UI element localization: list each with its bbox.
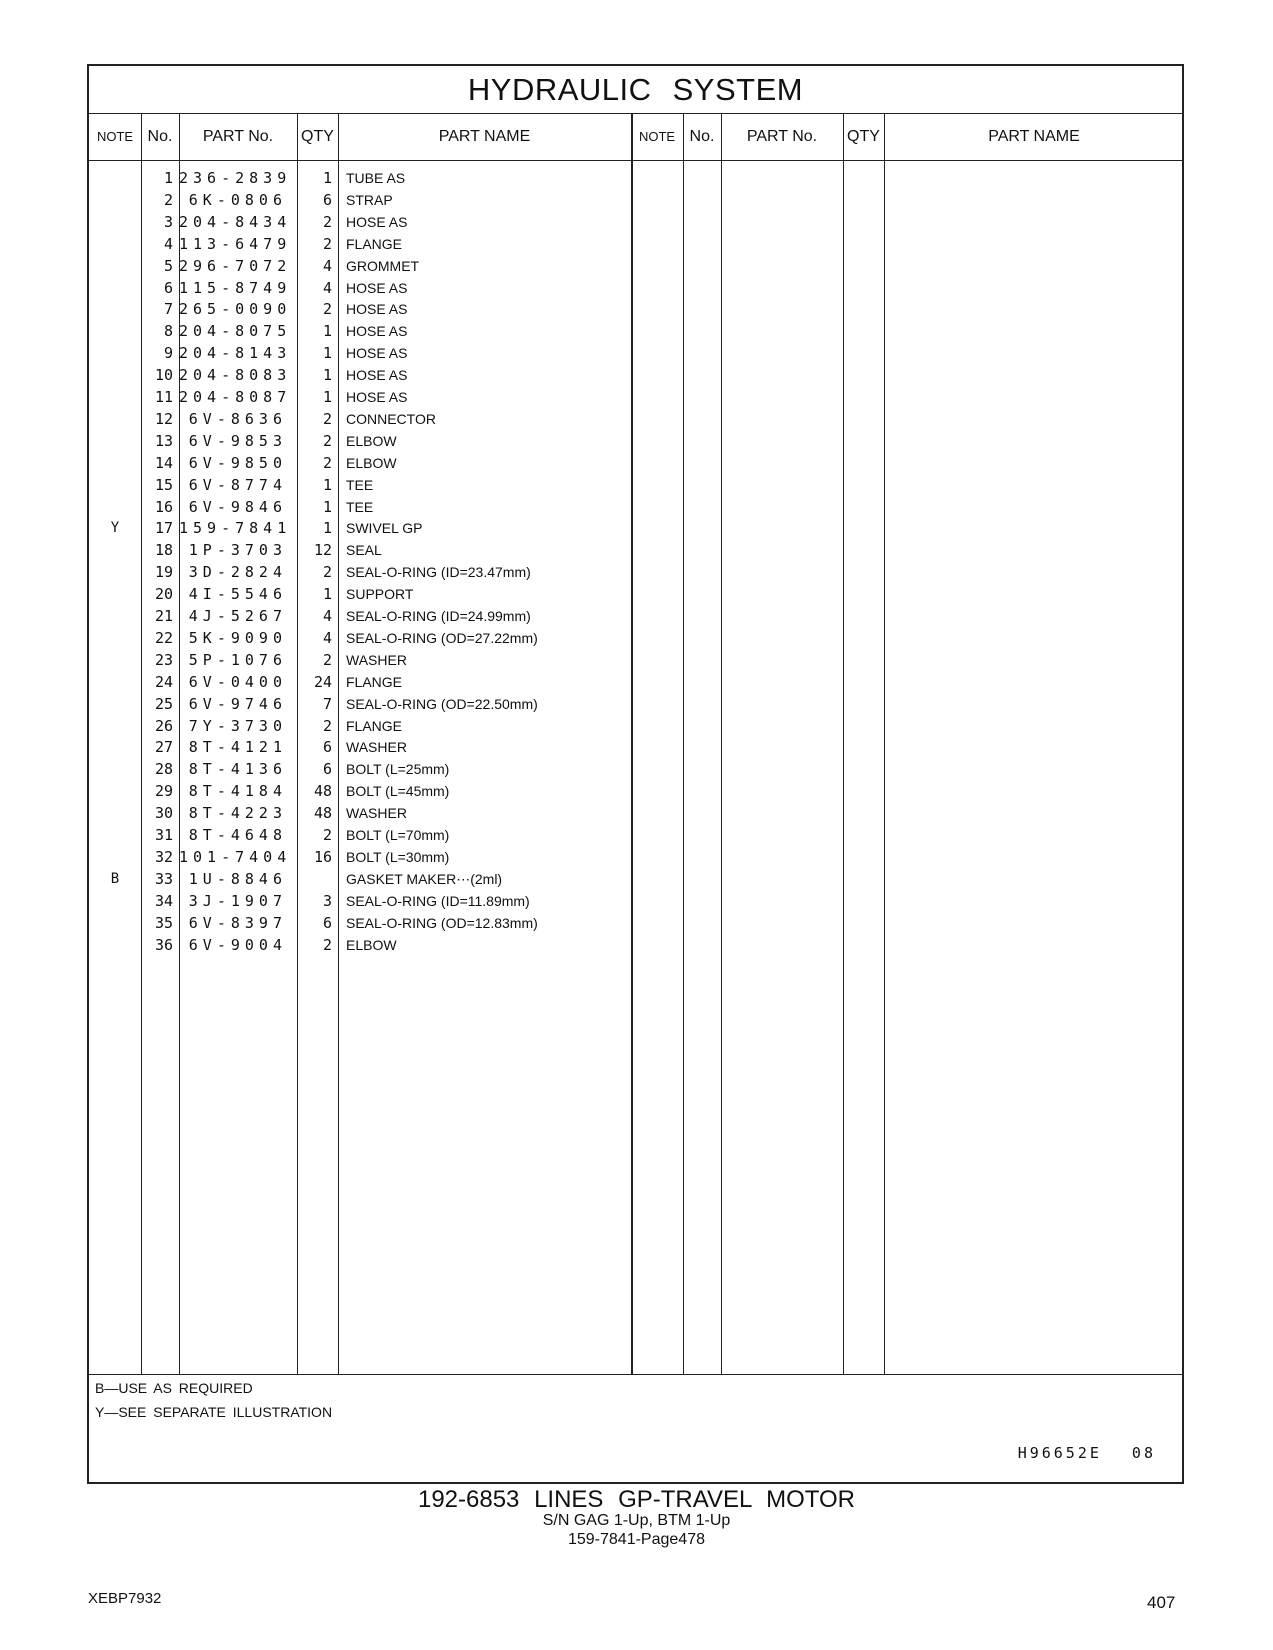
header-no-left: No. [147,128,173,145]
row-part-no: 8T-4121 [188,738,287,757]
row-qty: 1 [322,475,332,494]
row-note [89,715,141,738]
row-name: ELBOW [346,454,397,471]
row-name: SEAL [346,542,382,559]
row-part-no: 204-8075 [179,322,292,341]
row-name: SUPPORT [346,586,414,603]
row-part-no: 8T-4136 [188,760,287,779]
row-qty: 48 [313,782,332,801]
row-no: 27 [154,738,173,757]
row-note [89,890,141,913]
row-name: SEAL-O-RING (ID=11.89mm) [346,892,530,909]
header-qty-left: QTY [301,128,334,145]
row-qty: 1 [322,388,332,406]
row-no: 18 [154,541,173,560]
row-note [89,605,141,628]
group-title: 192-6853 LINES GP-TRAVEL MOTOR [417,1486,856,1513]
row-qty [297,868,332,891]
row-no: 2 [163,190,173,209]
illustration-code: H96652E 08 [1017,1444,1156,1462]
row-note [89,211,141,234]
row-name: SWIVEL GP [346,520,423,537]
row-part-no: 204-8087 [179,388,292,406]
row-qty: 24 [313,672,332,691]
row-name: GASKET MAKER⋯(2ml) [346,870,503,887]
row-no: 33 [154,869,173,888]
row-no: 36 [154,935,173,954]
row-name: ELBOW [346,432,397,449]
row-part-no: 101-7404 [179,847,292,866]
row-qty: 1 [322,585,332,604]
row-qty: 1 [322,322,332,341]
row-name: HOSE AS [346,301,408,318]
column-divider [683,113,684,1374]
row-no: 1 [163,169,173,187]
section-title: HYDRAULIC SYSTEM [467,72,804,107]
row-note [89,736,141,759]
row-no: 23 [154,650,173,669]
row-qty: 1 [322,366,332,385]
row-no: 7 [163,300,173,319]
row-note [89,496,141,519]
row-part-no: 6V-0400 [188,672,287,691]
row-part-no: 6V-8774 [188,475,287,494]
row-note [89,693,141,716]
header-note-left: NOTE [96,129,134,144]
row-name: SEAL-O-RING (OD=22.50mm) [346,695,538,712]
row-no: 32 [154,847,173,866]
row-name: ELBOW [346,936,397,953]
row-no: 11 [154,388,173,406]
row-part-no: 6V-8636 [188,409,287,428]
row-part-no: 6K-0806 [188,190,287,209]
row-part-no: 204-8083 [179,366,292,385]
row-qty: 3 [322,891,332,910]
row-part-no: 6V-9846 [188,497,287,516]
row-part-no: 236-2839 [179,169,292,187]
row-name: SEAL-O-RING (ID=24.99mm) [346,608,531,624]
row-part-no: 115-8749 [179,278,292,297]
row-part-no: 3D-2824 [188,563,287,582]
row-note [89,430,141,453]
row-part-no: 5K-9090 [188,628,287,647]
row-part-no: 1U-8846 [188,869,287,888]
row-name: GROMMET [346,257,420,274]
row-note [89,912,141,935]
row-qty: 1 [322,344,332,363]
row-note [89,320,141,343]
row-note [89,824,141,847]
row-name: HOSE AS [346,389,408,405]
row-qty: 2 [322,935,332,954]
row-qty: 7 [322,694,332,713]
row-qty: 6 [322,738,332,757]
row-part-no: 8T-4223 [188,804,287,823]
row-part-no: 159-7841 [179,519,292,538]
row-note [89,298,141,321]
row-qty: 16 [313,847,332,866]
header-qty-right: QTY [847,128,880,145]
row-qty: 6 [322,913,332,932]
row-note [89,474,141,497]
row-note [89,386,141,409]
header-part-name-right: PART NAME [988,128,1080,145]
row-note [89,539,141,562]
row-qty: 1 [322,519,332,538]
row-name: WASHER [346,651,407,668]
row-part-no: 5P-1076 [188,650,287,669]
row-part-no: 1P-3703 [188,541,287,560]
header-note-right: NOTE [638,129,676,144]
row-name: WASHER [346,739,407,756]
row-no: 34 [154,891,173,910]
row-part-no: 8T-4648 [188,826,287,844]
row-no: 14 [154,453,173,472]
column-divider [843,113,844,1374]
row-no: 13 [154,431,173,450]
page-number: 407 [1147,1593,1176,1612]
row-no: 20 [154,585,173,604]
row-name: HOSE AS [346,279,408,296]
header-part-no-right: PART No. [746,128,818,145]
row-name: BOLT (L=30mm) [346,848,450,865]
row-qty: 2 [322,453,332,472]
row-qty: 2 [322,212,332,231]
row-qty: 2 [322,300,332,319]
row-no: 12 [154,409,173,428]
row-no: 31 [154,826,173,844]
row-note [89,780,141,803]
row-part-no: 296-7072 [179,256,292,275]
row-no: 5 [163,256,173,275]
footnote-b: B—USE AS REQUIRED [95,1380,253,1396]
row-name: BOLT (L=45mm) [346,783,450,800]
row-no: 16 [154,497,173,516]
footnote-y: Y—SEE SEPARATE ILLUSTRATION [95,1404,333,1420]
header-part-name-left: PART NAME [438,128,531,145]
row-note [89,671,141,694]
row-qty: 48 [313,804,332,823]
row-note [89,233,141,256]
row-qty: 2 [322,431,332,450]
row-qty: 1 [322,497,332,516]
row-note [89,167,141,190]
row-qty: 6 [322,760,332,779]
row-part-no: 3J-1907 [188,891,287,910]
row-name: FLANGE [346,717,403,734]
row-qty: 2 [322,234,332,253]
row-part-no: 6V-9850 [188,453,287,472]
row-note [89,583,141,606]
row-name: TEE [346,476,374,493]
footnote-divider [89,1374,1182,1375]
page-reference: 159-7841-Page478 [567,1531,705,1548]
row-part-no: 265-0090 [179,300,292,319]
row-part-no: 4J-5267 [188,607,287,625]
row-no: 28 [154,760,173,779]
row-no: 9 [163,344,173,363]
row-note [89,452,141,475]
row-note [89,758,141,781]
row-no: 30 [154,804,173,823]
row-qty: 2 [322,409,332,428]
row-qty: 2 [322,650,332,669]
row-name: BOLT (L=25mm) [346,761,450,778]
row-no: 4 [163,234,173,253]
header-divider [89,160,1182,161]
row-no: 3 [163,212,173,231]
row-no: 25 [154,694,173,713]
row-name: SEAL-O-RING (OD=27.22mm) [346,629,538,646]
row-qty: 6 [322,190,332,209]
row-note [89,255,141,278]
row-qty: 4 [322,256,332,275]
column-divider [721,113,722,1374]
row-name: CONNECTOR [346,410,436,427]
row-no: 17 [154,519,173,538]
column-divider [338,113,339,1374]
row-name: TUBE AS [346,170,406,186]
row-part-no: 8T-4184 [188,782,287,801]
row-name: HOSE AS [346,367,408,384]
row-no: 6 [163,278,173,297]
row-qty: 1 [322,169,332,187]
row-no: 21 [154,607,173,625]
row-qty: 4 [322,607,332,625]
header-part-no-left: PART No. [202,128,274,145]
row-no: 26 [154,716,173,735]
row-part-no: 6V-9746 [188,694,287,713]
row-note [89,364,141,387]
row-note [89,408,141,431]
row-qty: 4 [322,278,332,297]
row-name: SEAL-O-RING (ID=23.47mm) [346,564,531,581]
row-part-no: 6V-9004 [188,935,287,954]
column-divider [631,113,633,1374]
row-no: 29 [154,782,173,801]
row-note [89,277,141,300]
row-name: BOLT (L=70mm) [346,827,450,843]
row-part-no: 6V-9853 [188,431,287,450]
row-no: 24 [154,672,173,691]
row-name: FLANGE [346,673,403,690]
row-qty: 2 [322,563,332,582]
row-note [89,649,141,672]
row-note [89,846,141,869]
row-note [89,627,141,650]
row-name: FLANGE [346,235,403,252]
row-no: 10 [154,366,173,385]
row-part-no: 204-8434 [179,212,292,231]
row-name: STRAP [346,191,393,208]
row-note [89,342,141,365]
row-no: 19 [154,563,173,582]
row-qty: 2 [322,826,332,844]
row-name: WASHER [346,805,407,822]
row-no: 22 [154,628,173,647]
row-qty: 12 [313,541,332,560]
row-no: 35 [154,913,173,932]
row-part-no: 7Y-3730 [188,716,287,735]
row-name: SEAL-O-RING (OD=12.83mm) [346,914,538,931]
row-no: 8 [163,322,173,341]
row-part-no: 204-8143 [179,344,292,363]
row-name: TEE [346,498,374,515]
row-note: B [110,870,120,887]
row-note [89,934,141,957]
document-number: XEBP7932 [88,1590,162,1607]
row-name: HOSE AS [346,345,408,362]
row-qty: 4 [322,628,332,647]
row-no: 15 [154,475,173,494]
row-part-no: 6V-8397 [188,913,287,932]
row-note [89,189,141,212]
row-note: Y [110,520,120,537]
row-name: HOSE AS [346,213,408,230]
header-no-right: No. [689,128,715,145]
row-part-no: 4I-5546 [188,585,287,604]
parts-table-frame [87,64,1184,1484]
serial-numbers: S/N GAG 1-Up, BTM 1-Up [542,1512,731,1529]
row-note [89,561,141,584]
row-part-no: 113-6479 [179,234,292,253]
row-name: HOSE AS [346,323,408,340]
row-qty: 2 [322,716,332,735]
row-note [89,802,141,825]
column-divider [884,113,885,1374]
